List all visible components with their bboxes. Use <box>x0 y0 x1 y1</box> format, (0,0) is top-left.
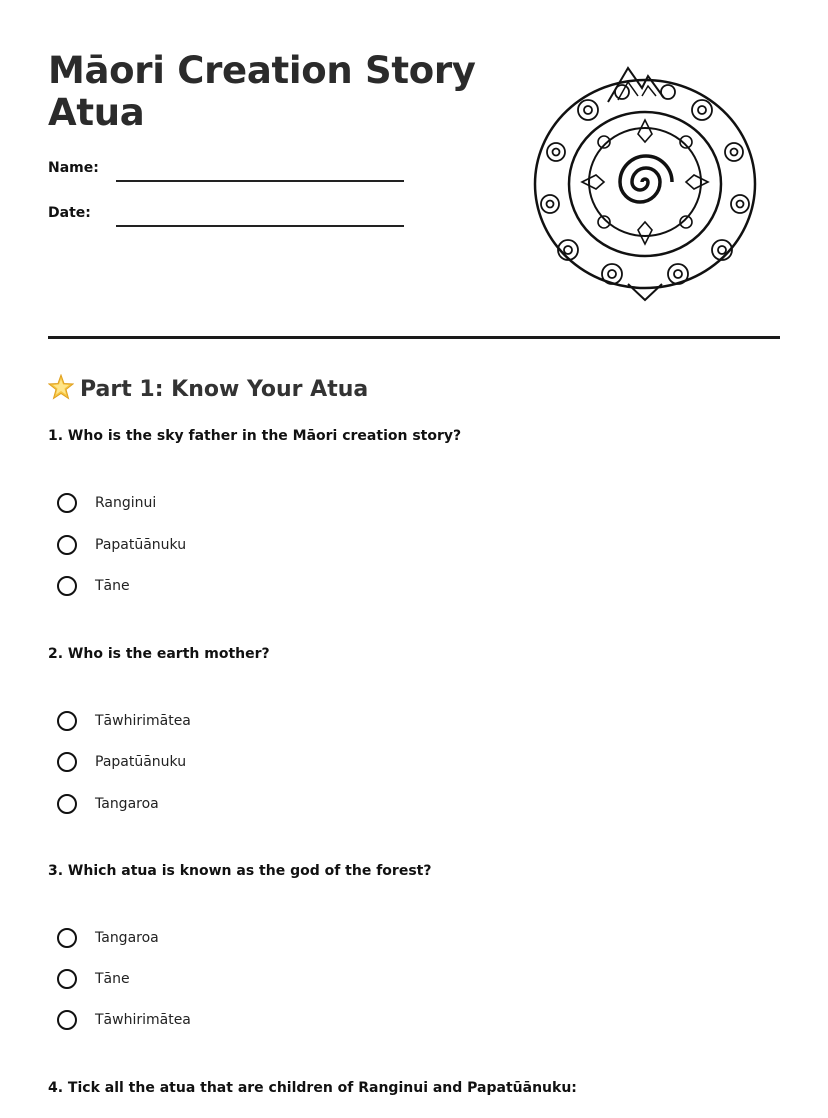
radio-button[interactable] <box>57 493 77 513</box>
radio-button[interactable] <box>57 969 77 989</box>
section-title-text: Part 1: Know Your Atua <box>80 377 369 402</box>
date-label: Date: <box>48 205 91 221</box>
section-title <box>48 374 368 405</box>
question-2: 2. Who is the earth mother? <box>48 646 270 662</box>
option-label: Tangaroa <box>95 796 159 812</box>
name-label: Name: <box>48 160 99 176</box>
q1-option-2[interactable] <box>57 533 186 557</box>
option-label: Ranginui <box>95 495 157 511</box>
page-title <box>48 50 488 134</box>
name-field <box>48 160 99 176</box>
date-field <box>48 205 91 221</box>
option-label: Tangaroa <box>95 930 159 946</box>
radio-button[interactable] <box>57 794 77 814</box>
option-label: Papatūānuku <box>95 754 187 770</box>
q3-option-2[interactable] <box>57 967 130 991</box>
q2-option-2[interactable] <box>57 750 186 774</box>
maori-koru-emblem-icon <box>532 62 758 302</box>
q2-option-3[interactable] <box>57 792 159 816</box>
q3-option-1[interactable] <box>57 926 159 950</box>
option-label: Tāwhirimātea <box>95 1012 191 1028</box>
title-line-2: Atua <box>48 91 145 134</box>
q1-option-3[interactable] <box>57 574 130 598</box>
radio-button[interactable] <box>57 576 77 596</box>
option-label: Tāwhirimātea <box>95 713 191 729</box>
radio-button[interactable] <box>57 928 77 948</box>
radio-button[interactable] <box>57 711 77 731</box>
question-3: 3. Which atua is known as the god of the forest? <box>48 863 432 879</box>
title-line-1: Māori Creation Story <box>48 49 476 92</box>
q2-option-1[interactable] <box>57 709 191 733</box>
section-divider <box>48 336 780 339</box>
radio-button[interactable] <box>57 535 77 555</box>
option-label: Tāne <box>95 971 130 987</box>
option-label: Tāne <box>95 578 130 594</box>
q1-option-1[interactable] <box>57 491 156 515</box>
q3-option-3[interactable] <box>57 1008 191 1032</box>
question-1: 1. Who is the sky father in the Māori creation story? <box>48 428 462 444</box>
option-label: Papatūānuku <box>95 537 187 553</box>
radio-button[interactable] <box>57 1010 77 1030</box>
name-write-line[interactable] <box>116 180 404 182</box>
star-icon <box>48 374 74 400</box>
radio-button[interactable] <box>57 752 77 772</box>
question-4: 4. Tick all the atua that are children of Ranginui and Papatūānuku: <box>48 1080 577 1096</box>
date-write-line[interactable] <box>116 225 404 227</box>
